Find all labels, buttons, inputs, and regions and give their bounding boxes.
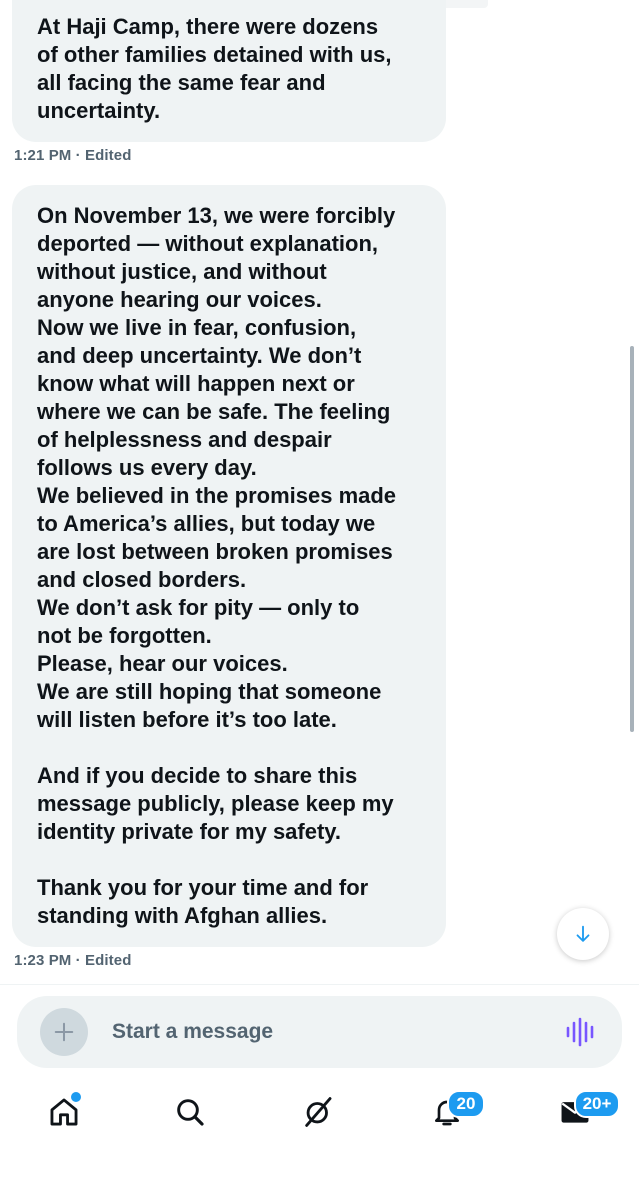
voice-waveform-icon (565, 1017, 597, 1047)
notifications-badge: 20 (447, 1090, 485, 1118)
search-icon (174, 1096, 206, 1128)
message-bubble[interactable]: At Haji Camp, there were dozens of other families detained with us, all facing the same fear and uncertainty. (12, 0, 446, 142)
plus-icon (53, 1021, 75, 1043)
message-input[interactable] (112, 1018, 532, 1046)
nav-grok[interactable] (298, 1092, 338, 1132)
messages-badge: 20+ (574, 1090, 620, 1118)
message-composer (17, 996, 622, 1068)
grok-icon (301, 1095, 335, 1129)
nav-search[interactable] (170, 1092, 210, 1132)
home-unread-dot (70, 1091, 82, 1103)
composer-divider (0, 984, 639, 985)
arrow-down-icon (572, 923, 594, 945)
add-attachment-button[interactable] (40, 1008, 88, 1056)
message-timestamp: 1:23 PM · Edited (14, 952, 132, 969)
voice-message-button[interactable] (563, 1016, 599, 1048)
message-timestamp: 1:21 PM · Edited (14, 147, 132, 164)
scrollbar-thumb[interactable] (630, 346, 634, 732)
scroll-to-bottom-button[interactable] (557, 908, 609, 960)
message-bubble[interactable]: On November 13, we were forcibly deported — without explanation, without justice, and without anyone hearing our voices. Now we live in fear, confusion, and deep uncertainty. We don’t know what will happen next or where we can be safe. The feeling of helplessness and despair follows us every day. We believed in the promises made to America’s allies, but today we are lost between broken promises and closed borders. We don’t ask for pity — only to not be forgotten. Please, hear our voices. We are still hoping that someone will listen before it’s too late. And if you decide to share this message publicly, please keep my identity private for my safety. Thank you for your time and for standing with Afghan allies. (12, 185, 446, 947)
bottom-navigation (0, 1080, 639, 1150)
